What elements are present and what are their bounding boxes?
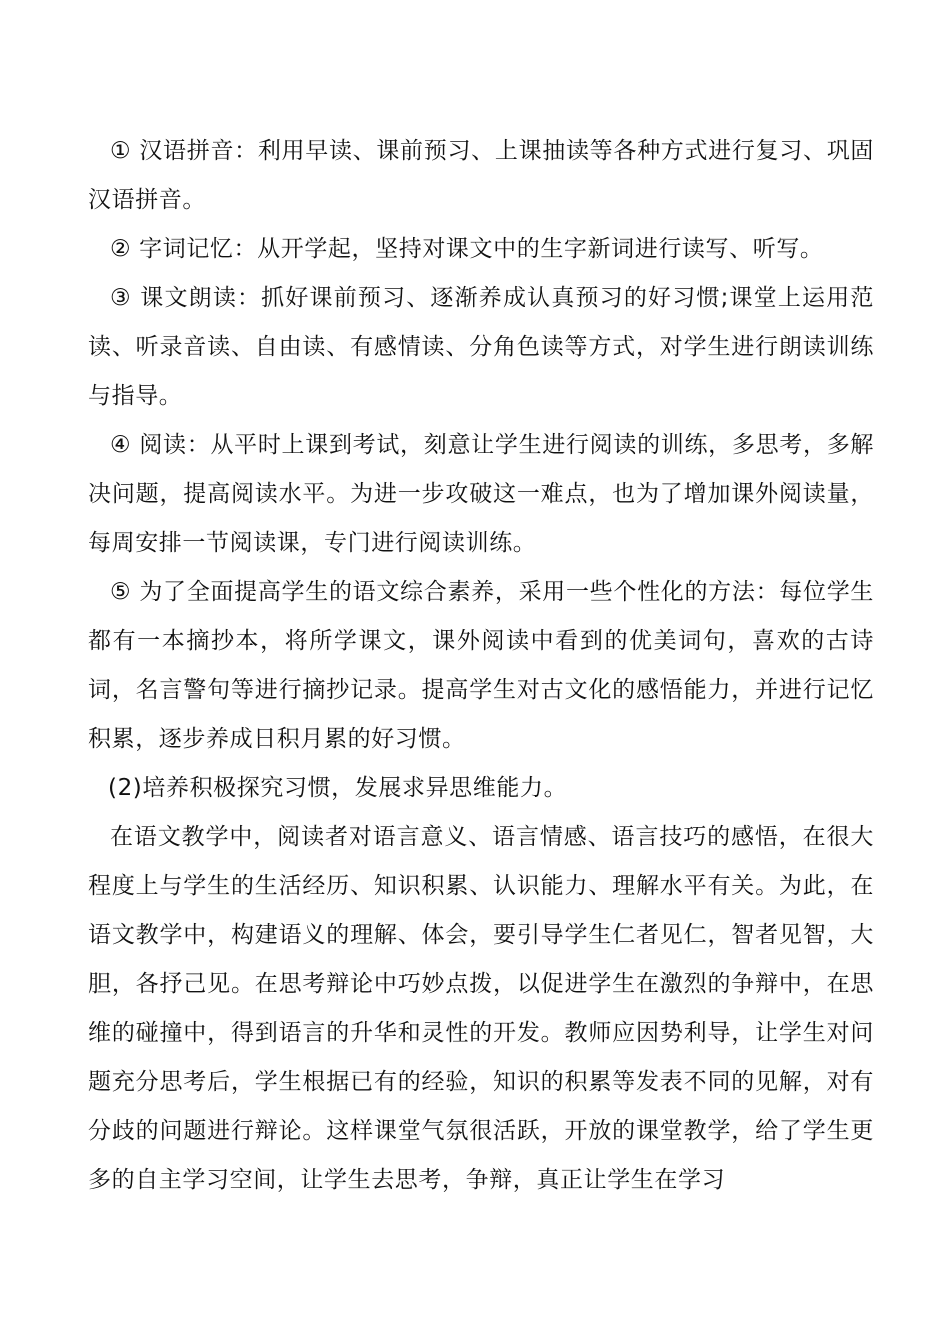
paragraph-text-reading: ③ 课文朗读：抓好课前预习、逐渐养成认真预习的好习惯;课堂上运用范读、听录音读、自由读、有感情读、分角色读等方式，对学生进行朗读训练与指导。 — [88, 285, 874, 409]
paragraph-excerpt-notebook: ⑤ 为了全面提高学生的语文综合素养，采用一些个性化的方法：每位学生都有一本摘抄本，将所学课文，课外阅读中看到的优美词句，喜欢的古诗词，名言警句等进行摘抄记录。提高学生对古文化的感悟能力，并进行记忆积累，逐步养成日积月累的好习惯。 — [88, 579, 874, 752]
paragraph-chinese-teaching: 在语文教学中，阅读者对语言意义、语言情感、语言技巧的感悟，在很大程度上与学生的生活经历、知识积累、认识能力、理解水平有关。为此，在语文教学中，构建语义的理解、体会，要引导学生仁者见仁，智者见智，大胆，各抒己见。在思考辩论中巧妙点拨，以促进学生在激烈的争辩中，在思维的碰撞中，得到语言的升华和灵性的开发。教师应因势利导，让学生对问题充分思考后，学生根据已有的经验，知识的积累等发表不同的见解，对有分歧的问题进行辩论。这样课堂气氛很活跃，开放的课堂教学，给了学生更多的自主学习空间，让学生去思考，争辩，真正让学生在学习 — [88, 824, 874, 1193]
document-body — [88, 127, 874, 1205]
section-heading: (2)培养积极探究习惯，发展求异思维能力。 — [108, 775, 568, 801]
paragraph-reading: ④ 阅读：从平时上课到考试，刻意让学生进行阅读的训练，多思考，多解决问题，提高阅读水平。为进一步攻破这一难点，也为了增加课外阅读量，每周安排一节阅读课，专门进行阅读训练。 — [88, 432, 874, 556]
paragraph-pinyin: ① 汉语拼音：利用早读、课前预习、上课抽读等各种方式进行复习、巩固汉语拼音。 — [88, 138, 874, 213]
paragraph-word-memory: ② 字词记忆：从开学起，坚持对课文中的生字新词进行读写、听写。 — [110, 236, 824, 262]
